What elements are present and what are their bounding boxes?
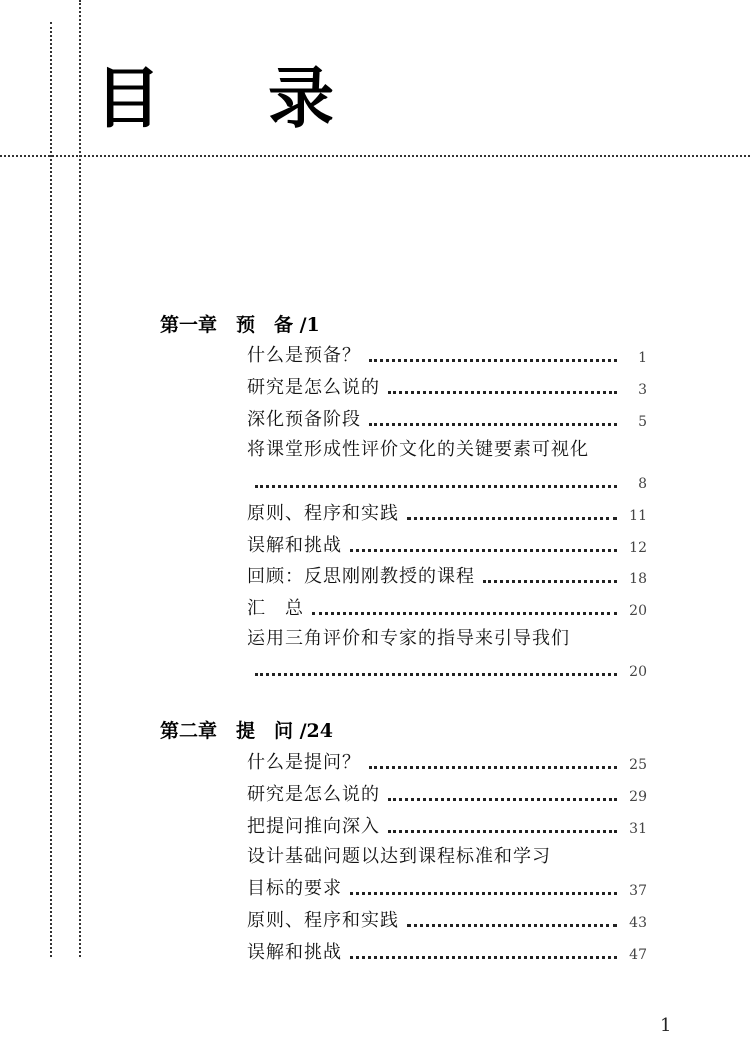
toc-entry-page: 18 (629, 571, 647, 587)
toc-entry[interactable] (247, 565, 647, 589)
dot-leader (407, 924, 617, 927)
dot-leader (388, 798, 617, 801)
toc-entry-page: 37 (629, 883, 647, 899)
toc-entry[interactable] (247, 597, 647, 621)
dot-leader (388, 830, 617, 833)
toc-entry-page: 25 (629, 757, 647, 773)
toc-entry-page: 20 (629, 603, 647, 619)
dot-leader (407, 517, 617, 520)
toc-entry-label: 深化预备阶段 (247, 409, 361, 430)
toc-entry-label: 汇 总 (247, 598, 304, 619)
toc-entry[interactable] (247, 344, 647, 368)
dot-leader (255, 485, 617, 488)
toc-entry[interactable] (247, 909, 647, 933)
toc-entry[interactable] (247, 941, 647, 965)
toc-entry[interactable] (247, 470, 647, 494)
toc-entry-label: 研究是怎么说的 (247, 784, 380, 805)
toc-entry-page: 43 (629, 915, 647, 931)
dot-leader (483, 580, 617, 583)
toc-entry-page: 47 (629, 947, 647, 963)
dot-leader (350, 549, 617, 552)
toc-entry-page: 5 (638, 414, 647, 430)
toc-entry-page: 20 (629, 664, 647, 680)
toc-entry[interactable] (247, 783, 647, 807)
toc-entry-page: 12 (629, 540, 647, 556)
toc-entry-page: 31 (629, 821, 647, 837)
chapter-heading: 第二章 提 问 /24 (160, 720, 333, 742)
toc-entry[interactable] (247, 408, 647, 432)
toc-entry-page: 8 (638, 476, 647, 492)
toc-entry-label: 把提问推向深入 (247, 816, 380, 837)
dot-leader (255, 673, 617, 676)
dotted-horizontal-rule (0, 155, 750, 157)
toc-entry[interactable] (247, 658, 647, 682)
toc-entry[interactable] (247, 877, 647, 901)
dot-leader (369, 766, 617, 769)
dot-leader (388, 391, 617, 394)
toc-entry[interactable] (247, 502, 647, 526)
dot-leader (369, 359, 617, 362)
toc-entry[interactable] (247, 751, 647, 775)
toc-entry-label-line1[interactable]: 将课堂形成性评价文化的关键要素可视化 (247, 439, 589, 460)
toc-entry[interactable] (247, 376, 647, 400)
toc-entry-label: 误解和挑战 (247, 535, 342, 556)
toc-entry-label: 研究是怎么说的 (247, 377, 380, 398)
toc-entry-label: 原则、程序和实践 (247, 503, 399, 524)
toc-entry-page: 3 (638, 382, 647, 398)
page-title: 目 录 (95, 59, 376, 137)
toc-entry-label: 目标的要求 (247, 878, 342, 899)
dot-leader (312, 612, 617, 615)
toc-entry-label: 误解和挑战 (247, 942, 342, 963)
dotted-vertical-rule-left (50, 22, 52, 957)
toc-entry-label-line1[interactable]: 运用三角评价和专家的指导来引导我们 (247, 628, 570, 649)
page-number: 1 (660, 1015, 672, 1036)
toc-entry-label: 原则、程序和实践 (247, 910, 399, 931)
toc-entry-label-line1[interactable]: 设计基础问题以达到课程标准和学习 (247, 846, 551, 867)
toc-entry-page: 29 (629, 789, 647, 805)
dot-leader (369, 423, 617, 426)
toc-entry[interactable] (247, 534, 647, 558)
toc-entry-label: 什么是提问？ (247, 752, 361, 773)
toc-entry-label: 什么是预备？ (247, 345, 361, 366)
dotted-vertical-rule-right (79, 0, 81, 957)
dot-leader (350, 892, 617, 895)
toc-entry-page: 1 (638, 350, 647, 366)
dot-leader (350, 956, 617, 959)
toc-entry-page: 11 (629, 508, 647, 524)
toc-entry-label: 回顾：反思刚刚教授的课程 (247, 566, 475, 587)
chapter-heading: 第一章 预 备 /1 (160, 314, 320, 336)
toc-entry[interactable] (247, 815, 647, 839)
